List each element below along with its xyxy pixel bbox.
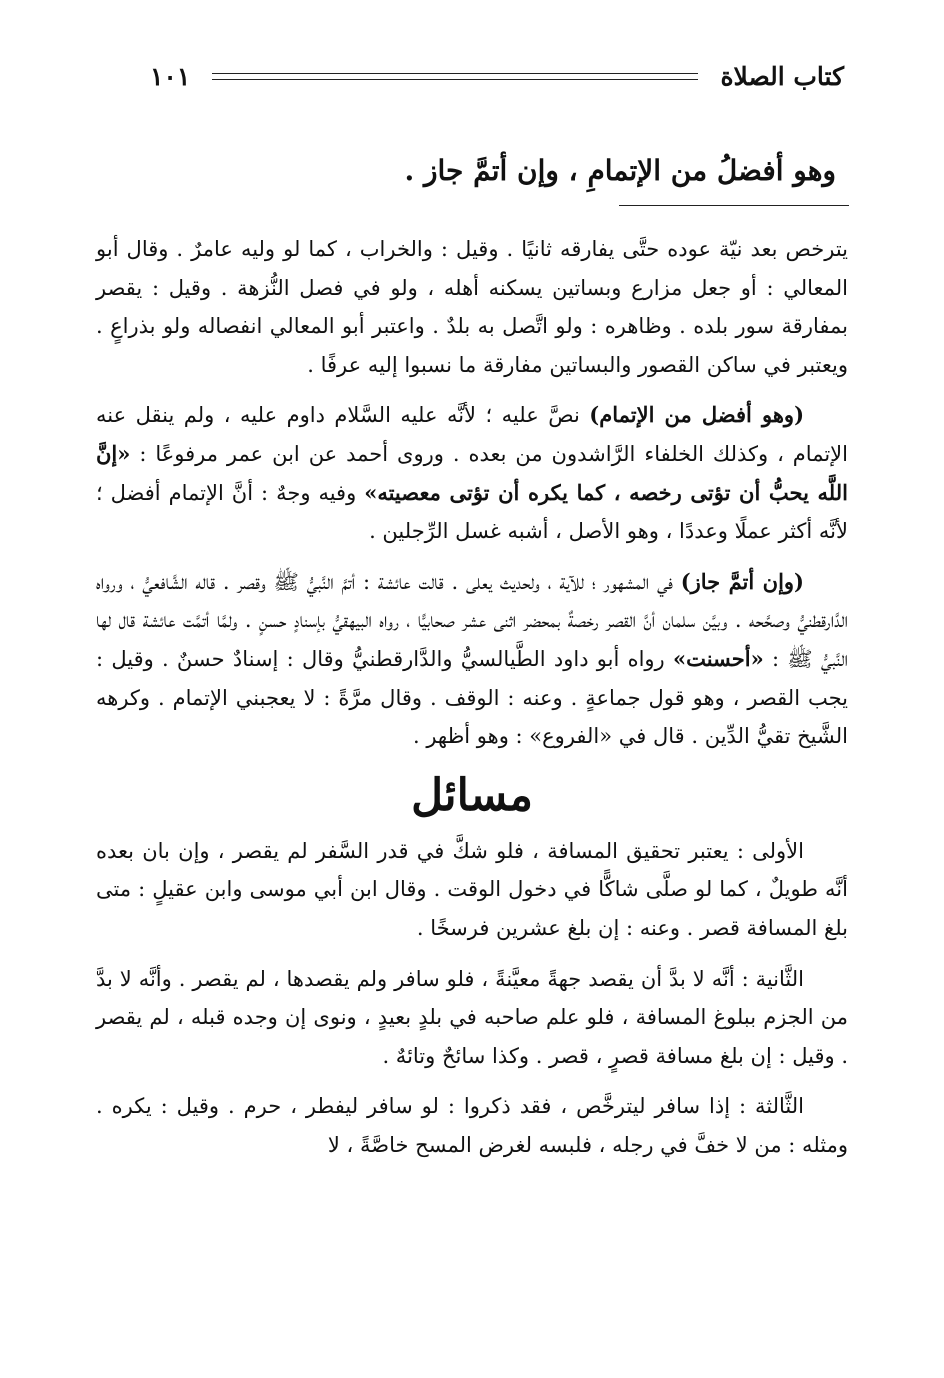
page-number: ١٠١: [150, 61, 191, 91]
paragraph-2-hadith: «إنَّ اللَّه يحبُّ أن تؤتى رخصه ، كما يكره أن تؤتى معصيته»: [96, 440, 848, 505]
paragraph-2: [96, 396, 848, 550]
page-header: [150, 58, 844, 94]
commentary-body: [96, 230, 848, 1172]
paragraph-4: الأولى : يعتبر تحقيق المسافة ، فلو شكَّ في قدر السَّفر لم يقصر ، وإن بان بعده أنَّه طويلٌ ، كما لو صلَّى شاكًّا في دخول الوقت . وقال ابن أبي موسى وابن عقيلٍ : متى بلغ المسافة قصر . وعنه : إن بلغ عشرين فرسخًا .: [96, 838, 848, 940]
paragraph-2-text-a: نصَّ عليه ؛ لأنَّه عليه السَّلام داوم عليه ، ولم ينقل عنه الإتمام ، وكذلك الخلفاء الرَّاشدون من بعده . وروى أحمد عن ابن عمر مرفوعًا :: [96, 403, 848, 466]
paragraph-5: الثَّانية : أنَّه لا بدَّ أن يقصد جهةً معيَّنةً ، فلو سافر ولم يقصدها ، لم يقصر . وأنَّه لا بدَّ من الجزم ببلوغ المسافة ، فلو علم صاحبه في بلدٍ بعيدٍ ، ونوى إن وجده قبله ، لم يقصر . وقيل : إن بلغ مسافة قصرٍ ، قصر . وكذا سائحٌ وتائهٌ .: [96, 966, 848, 1068]
section-heading: مسائل: [411, 769, 533, 821]
paragraph-3-text-a: في المشهور ؛ للآية ، ولحديث يعلى . قالت عائشة : أتمَّ النَّبيُّ ﷺ وقصر . قاله الشَّافعيُّ ، ورواه الدَّارقطنيُّ وصحَّحه . وبيَّن سلمان أنَّ القصر رخصةٌ بمحضر اثنى عشر صحابيًّا ، رواه البيهقيُّ بإسنادٍ حسنٍ . ولمَّا أتمَّت عائشة قال لها النَّبيُّ ﷺ :: [96, 569, 848, 671]
matn-separator: [619, 205, 849, 206]
paragraph-3-lead: (وإن أتمَّ جاز): [680, 568, 804, 594]
paragraph-3-quote: «أحسنت»: [672, 645, 764, 671]
matn-text: وهو أفضلُ من الإتمامِ ، وإن أتمَّ جاز .: [404, 154, 836, 187]
paragraph-2-text-b: وفيه وجهٌ : أنَّ الإتمام أفضل ؛ لأنَّه أكثر عملًا وعددًا ، وهو الأصل ، أشبه غسل الرِّجلين .: [96, 480, 848, 544]
book-title: كتاب الصلاة: [720, 61, 844, 91]
paragraph-3: [96, 563, 848, 756]
paragraph-6: الثَّالثة : إذا سافر ليترخَّص ، فقد ذكروا : لو سافر ليفطر ، حرم . وقيل : يكره . ومثله : من لا خفَّ في رجله ، فلبسه لغرض المسح خاصَّةً ، لا: [96, 1094, 848, 1157]
paragraph-1: يترخص بعد نيّة عوده حتَّى يفارقه ثانيًا . وقيل : والخراب ، كما لو وليه عامرٌ . وقال أبو المعالي : أو جعل مزارع وبساتين يسكنه أهله ، ولو في فصل النُّزهة . وقيل : يقصر بمفارقة سور بلده . وظاهره : ولو اتَّصل به بلدٌ . واعتبر أبو المعالي انفصاله ولو بذراعٍ . ويعتبر في ساكن القصور والبساتين مفارقة ما نسبوا إليه عرفًا .: [96, 237, 848, 377]
paragraph-2-lead: (وهو أفضل من الإتمام): [589, 402, 805, 428]
header-rule: [212, 73, 698, 80]
paragraph-3-text-b: رواه أبو داود الطَّيالسيُّ والدَّارقطنيُّ وقال : إسنادٌ حسنٌ . وقيل : يجب القصر ، وهو قول جماعةٍ . وعنه : الوقف . وقال مرَّةً : لا يعجبني الإتمام . وكرهه الشَّيخ تقيُّ الدِّين . قال في «الفروع» : وهو أظهر .: [96, 646, 848, 749]
